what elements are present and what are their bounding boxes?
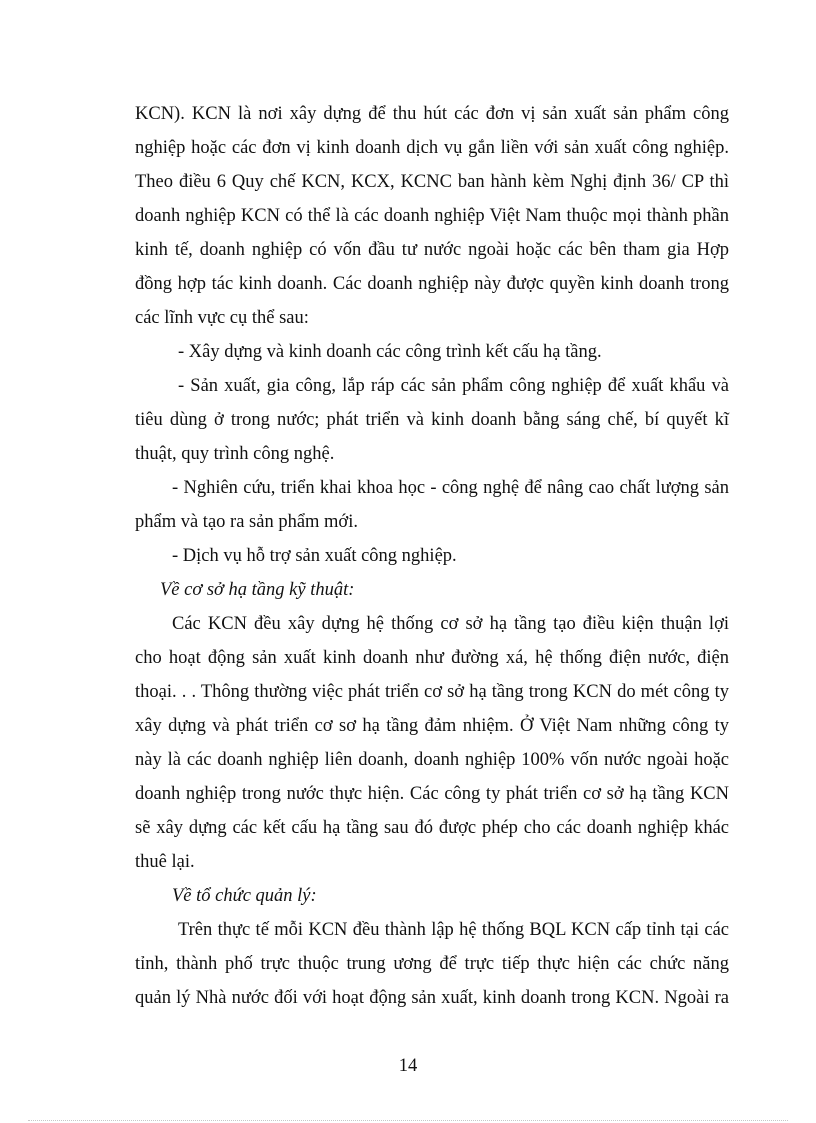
section-heading: Về tổ chức quản lý: [172, 886, 317, 906]
bullet-line: - Sản xuất, gia công, lắp ráp các sản phẩm công nghiệp để xuất khẩu và [178, 376, 729, 396]
paragraph-line: thuê lại. [135, 852, 195, 872]
paragraph-line: doanh nghiệp trong nước thực hiện. Các công ty phát triển cơ sở hạ tầng KCN [135, 784, 729, 804]
paragraph-line: tỉnh, thành phố trực thuộc trung ương để trực tiếp thực hiện các chức năng [135, 954, 729, 974]
paragraph-line: Theo điều 6 Quy chế KCN, KCX, KCNC ban hành kèm Nghị định 36/ CP thì [135, 172, 729, 192]
paragraph-line: Các KCN đều xây dựng hệ thống cơ sở hạ tầng tạo điều kiện thuận lợi [172, 614, 729, 634]
page-bottom-divider [28, 1120, 788, 1121]
paragraph-line: tiêu dùng ở trong nước; phát triển và kinh doanh bằng sáng chế, bí quyết kĩ [135, 410, 729, 430]
paragraph-line: này là các doanh nghiệp liên doanh, doanh nghiệp 100% vốn nước ngoài hoặc [135, 750, 729, 770]
paragraph-line: quản lý Nhà nước đối với hoạt động sản xuất, kinh doanh trong KCN. Ngoài ra [135, 988, 729, 1008]
paragraph-line: kinh tế, doanh nghiệp có vốn đầu tư nước ngoài hoặc các bên tham gia Hợp [135, 240, 729, 260]
paragraph-line: các lĩnh vực cụ thể sau: [135, 308, 309, 328]
paragraph-line: Trên thực tế mỗi KCN đều thành lập hệ thống BQL KCN cấp tỉnh tại các [178, 920, 729, 940]
paragraph-line: thoại. . . Thông thường việc phát triển cơ sở hạ tầng trong KCN do mét công ty [135, 682, 729, 702]
paragraph-line: doanh nghiệp KCN có thể là các doanh nghiệp Việt Nam thuộc mọi thành phần [135, 206, 729, 226]
paragraph-line: nghiệp hoặc các đơn vị kinh doanh dịch vụ gắn liền với sản xuất công nghiệp. [135, 138, 729, 158]
bullet-line: - Xây dựng và kinh doanh các công trình kết cấu hạ tầng. [178, 342, 602, 362]
paragraph-line: xây dựng và phát triển cơ sơ hạ tầng đảm nhiệm. Ở Việt Nam những công ty [135, 716, 729, 736]
section-heading: Về cơ sở hạ tầng kỹ thuật: [160, 580, 355, 600]
paragraph-line: sẽ xây dựng các kết cấu hạ tầng sau đó được phép cho các doanh nghiệp khác [135, 818, 729, 838]
paragraph-line: thuật, quy trình công nghệ. [135, 444, 335, 464]
paragraph-line: cho hoạt động sản xuất kinh doanh như đường xá, hệ thống điện nước, điện [135, 648, 729, 668]
page-number: 14 [398, 1056, 418, 1076]
paragraph-line: đồng hợp tác kinh doanh. Các doanh nghiệp này được quyền kinh doanh trong [135, 274, 729, 294]
paragraph-line: phẩm và tạo ra sản phẩm mới. [135, 512, 358, 532]
bullet-line: - Dịch vụ hỗ trợ sản xuất công nghiệp. [172, 546, 457, 566]
paragraph-line: KCN). KCN là nơi xây dựng để thu hút các đơn vị sản xuất sản phẩm công [135, 104, 729, 124]
bullet-line: - Nghiên cứu, triển khai khoa học - công nghệ để nâng cao chất lượng sản [172, 478, 729, 498]
